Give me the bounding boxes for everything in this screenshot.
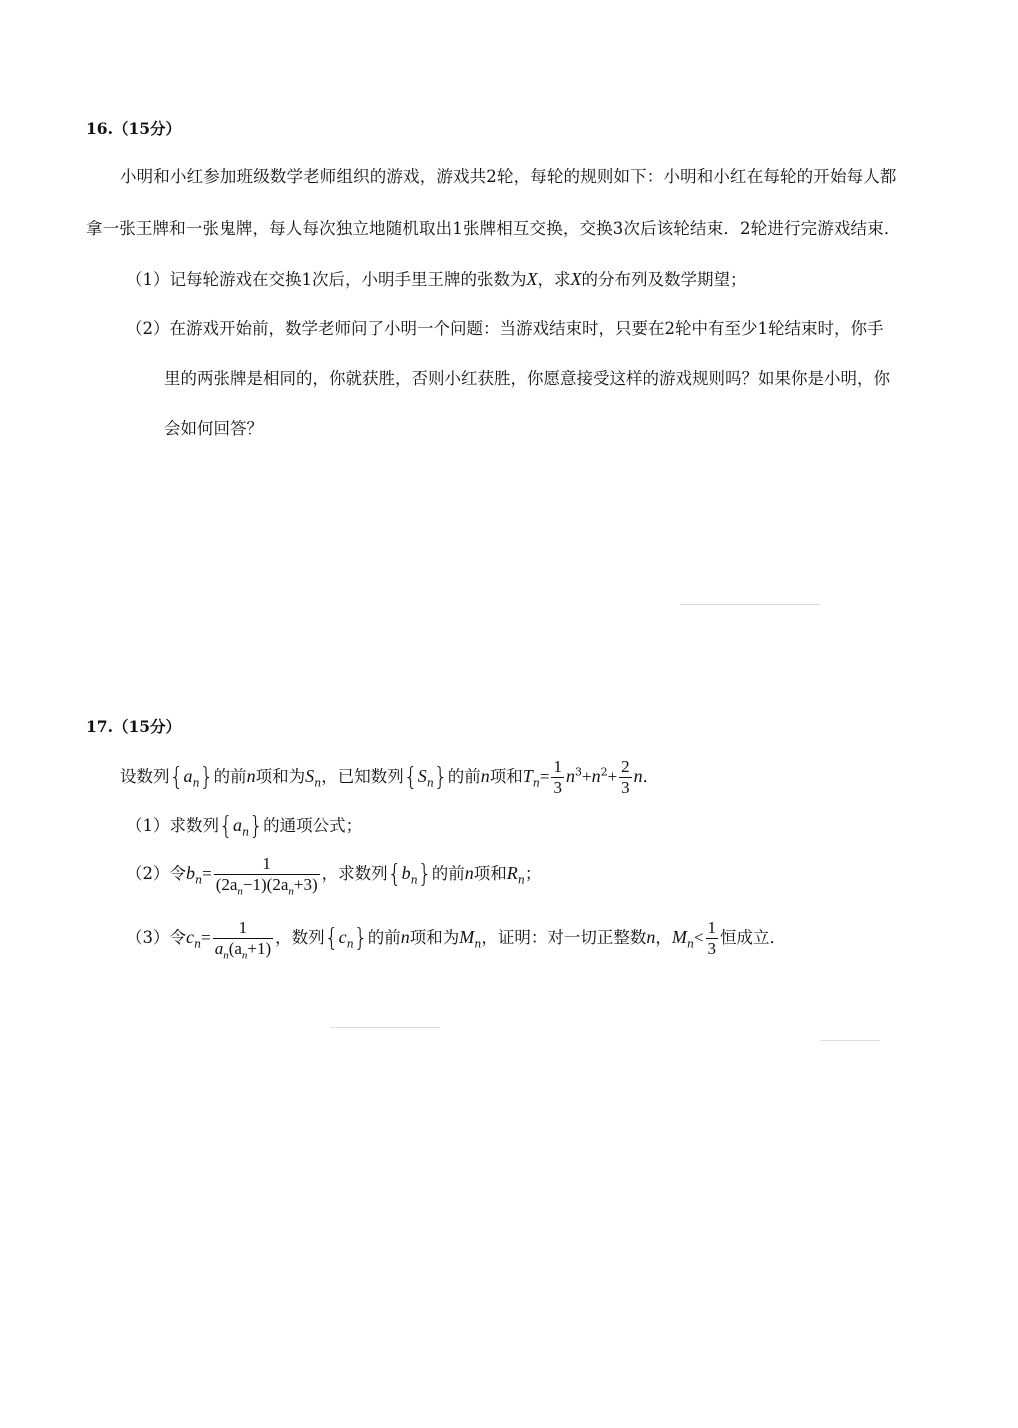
denominator [214, 874, 320, 898]
q17-stem-text: 项和为 [255, 767, 306, 786]
var-a: a [183, 766, 193, 786]
var-m: M [459, 927, 475, 947]
brace-open: { [324, 924, 339, 953]
q17-part3 [126, 914, 786, 962]
fraction-one-third [551, 757, 564, 798]
subscript-n: n [194, 937, 202, 951]
q17-part2-text: 的前 [431, 864, 465, 883]
subscript-n: n [686, 937, 694, 951]
subscript-n: n [346, 937, 354, 951]
brace-open: { [403, 763, 418, 792]
var-s: S [305, 766, 315, 786]
var-n: n [246, 766, 256, 786]
numerator: 1 [553, 757, 562, 776]
var-b: b [186, 863, 195, 883]
subscript-n: n [314, 776, 322, 790]
exponent: 3 [574, 765, 582, 779]
q17-part3-text: 项和为 [409, 928, 460, 947]
q17-stem-text: 的前 [213, 767, 247, 786]
fraction-c-n [213, 918, 273, 962]
q16-header: 16.（15分） [86, 119, 182, 138]
plus-sign: + [581, 767, 592, 786]
q17-header: 17.（15分） [86, 717, 182, 736]
var-n: n [464, 863, 474, 883]
brace-open: { [387, 860, 402, 889]
var-c: c [186, 927, 194, 947]
plus-sign: + [607, 767, 618, 786]
fraction-two-thirds [619, 757, 632, 798]
var-n: n [591, 766, 601, 786]
var-n: n [480, 766, 490, 786]
den-part: +3) [293, 875, 318, 894]
var-s: S [417, 766, 427, 786]
q17-stem [120, 756, 659, 798]
q17-part1-text: （1）求数列 [126, 816, 219, 835]
q16-part1 [126, 268, 747, 291]
numerator: 1 [238, 918, 248, 937]
exponent: 2 [600, 765, 608, 779]
brace-close: } [433, 763, 448, 792]
subscript-n: n [426, 776, 434, 790]
subscript-n: n [474, 937, 482, 951]
var-x: X [570, 269, 582, 289]
subscript-n: n [242, 825, 250, 839]
brace-close: } [353, 924, 368, 953]
q16-part1-text-b: ，求 [537, 270, 571, 289]
var-b: b [401, 863, 411, 883]
q16-stem-line2: 拿一张王牌和一张鬼牌，每人每次独立地随机取出1张牌相互交换，交换3次后该轮结束．2轮进行完游戏结束． [86, 219, 901, 238]
var-t: T [522, 766, 533, 786]
var-a: a [233, 815, 242, 835]
den-part: (a [228, 939, 242, 958]
q16-stem-line1: 小明和小红参加班级数学老师组织的游戏，游戏共2轮，每轮的规则如下：小明和小红在每轮的开始每人都 [120, 167, 897, 186]
numerator: 1 [262, 854, 271, 873]
q17-part3-text: ， [655, 928, 672, 947]
q17-part2-text: （2）令 [126, 864, 186, 883]
var-c: c [338, 927, 347, 947]
subscript-n: n [532, 776, 540, 790]
den-part: a [214, 939, 224, 958]
period: ． [642, 767, 660, 786]
equals-sign: = [202, 864, 212, 883]
q17-part1 [126, 812, 363, 841]
var-n: n [633, 766, 643, 786]
denominator: 3 [707, 939, 717, 958]
var-x: X [526, 269, 538, 289]
q16-part2-line3: 会如何回答？ [164, 419, 263, 438]
var-n: n [646, 927, 656, 947]
q17-part3-text: ，数列 [275, 928, 325, 947]
den-part: −1)(2a [242, 875, 289, 894]
subscript-n: n [241, 949, 248, 962]
numerator: 2 [621, 757, 630, 776]
subscript-n: n [192, 776, 200, 790]
scan-artifact [680, 604, 820, 605]
denominator: 3 [553, 778, 562, 797]
brace-open: { [219, 812, 233, 841]
equals-sign: = [539, 767, 550, 786]
q16-part1-text-a: （1）记每轮游戏在交换1次后，小明手里王牌的张数为 [126, 270, 527, 289]
var-n: n [400, 927, 410, 947]
brace-close: } [417, 860, 432, 889]
brace-close: } [249, 812, 264, 841]
equals-sign: = [201, 928, 211, 947]
scan-artifact [330, 1027, 440, 1028]
den-part: +1) [247, 939, 272, 958]
q17-part3-text: ，证明：对一切正整数 [481, 928, 647, 947]
q17-part2-text: 项和 [473, 864, 507, 883]
subscript-n: n [237, 885, 243, 898]
q17-stem-text: 设数列 [120, 767, 170, 786]
denominator: 3 [621, 778, 630, 797]
q16-part2-line2: 里的两张牌是相同的，你就获胜，否则小红获胜，你愿意接受这样的游戏规则吗？如果你是小明，你 [164, 369, 890, 388]
q17-part3-text: 的前 [367, 928, 401, 947]
q17-stem-text: 项和 [489, 767, 523, 786]
q17-part3-text: 恒成立． [720, 928, 787, 947]
q17-part2-text: ； [524, 864, 542, 883]
q17-part2 [126, 850, 541, 898]
less-than-sign: < [693, 928, 704, 947]
q17-part3-text: （3）令 [126, 928, 186, 947]
var-n: n [565, 766, 575, 786]
subscript-n: n [195, 873, 203, 887]
var-r: R [506, 863, 518, 883]
fraction-b-n [214, 854, 320, 898]
fraction-one-third [706, 918, 719, 959]
q17-part2-text: ，求数列 [321, 864, 388, 883]
scan-artifact [820, 1040, 880, 1041]
subscript-n: n [223, 949, 229, 962]
subscript-n: n [517, 873, 525, 887]
denominator [213, 938, 273, 962]
subscript-n: n [288, 885, 294, 898]
den-part: (2a [215, 875, 238, 894]
q17-stem-text: 的前 [447, 767, 481, 786]
q16-part2-line1: （2）在游戏开始前，数学老师问了小明一个问题：当游戏结束时，只要在2轮中有至少1轮结束时，你手 [126, 319, 884, 338]
q17-part1-text: 的通项公式； [263, 816, 363, 835]
brace-close: } [199, 763, 214, 792]
var-m: M [671, 927, 687, 947]
numerator: 1 [707, 918, 717, 937]
q17-stem-text: ，已知数列 [321, 767, 404, 786]
brace-open: { [169, 763, 184, 792]
q16-part1-text-c: 的分布列及数学期望； [581, 270, 747, 289]
subscript-n: n [410, 873, 418, 887]
